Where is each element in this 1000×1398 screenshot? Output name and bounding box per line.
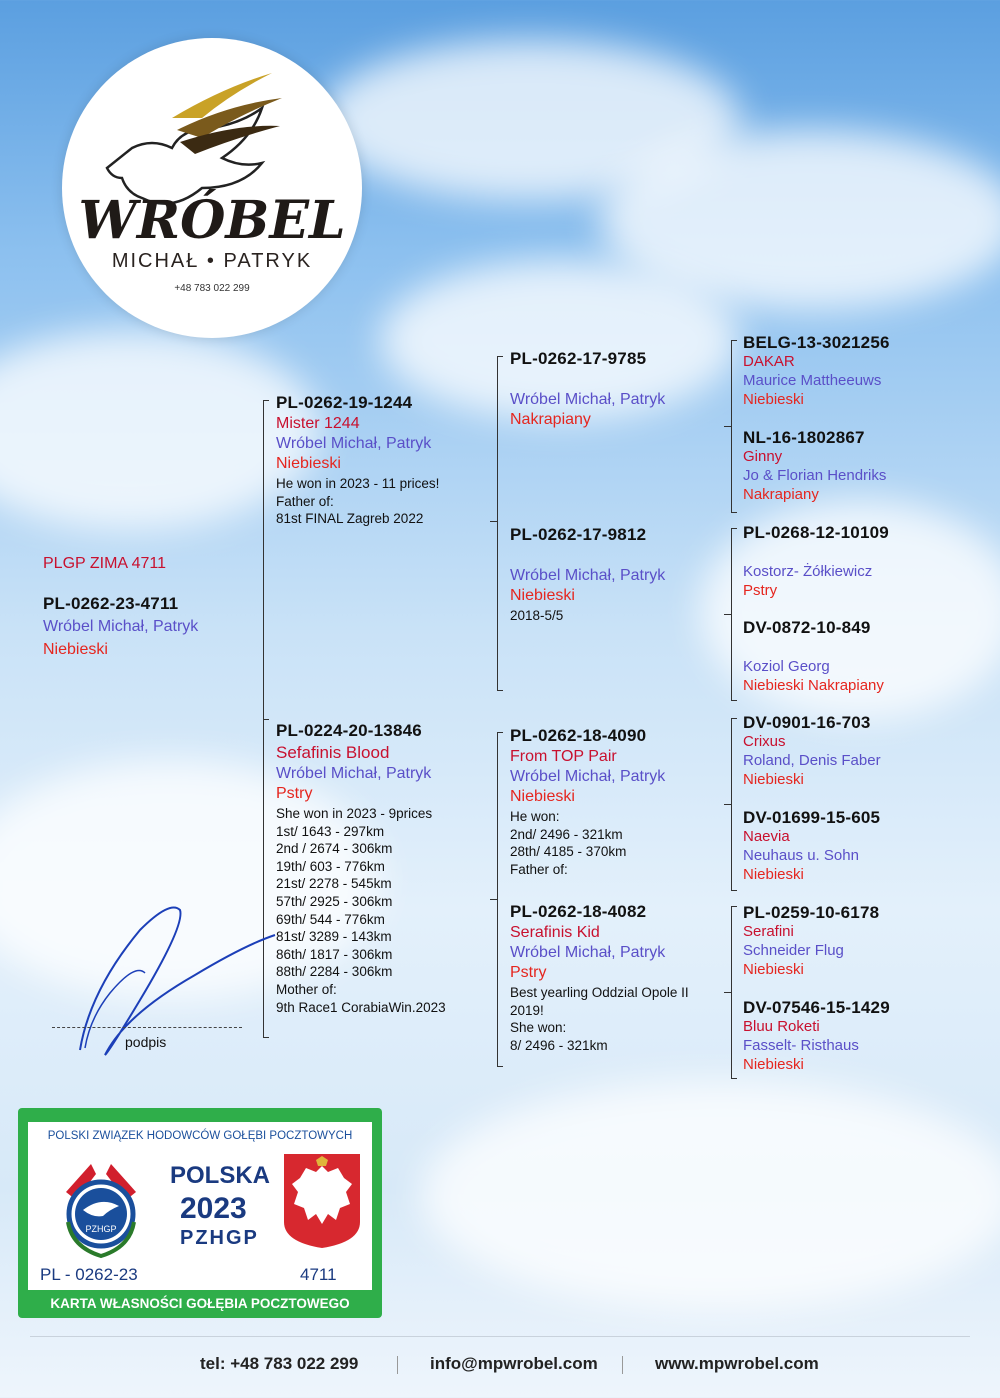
dam-note: 2nd / 2674 - 306km [276,841,393,857]
gp-color: Nakrapiany [510,411,591,428]
ggp-color: Nakrapiany [743,486,819,503]
sire-color: Niebieski [276,455,341,472]
card-club: PL - 0262-23 [40,1265,138,1284]
dam-note: 69th/ 544 - 776km [276,911,385,927]
gp-color: Niebieski [510,587,575,604]
footer-separator [397,1356,398,1374]
ggp-block [743,333,890,408]
ggp-name: Bluu Roketi [743,1018,820,1035]
footer-phone: tel: +48 783 022 299 [200,1354,359,1373]
dam-color: Pstry [276,785,313,802]
card-year: 2023 [180,1192,247,1225]
ownership-card [18,1108,382,1318]
ggp-ring: DV-01699-15-605 [743,808,881,827]
gp-block [510,726,665,878]
ggp-color: Niebieski [743,1056,804,1073]
gp-color: Niebieski [510,788,575,805]
ggp-owner: Neuhaus u. Sohn [743,847,859,864]
gp-name: From TOP Pair [510,748,617,765]
dam-note: 9th Race1 CorabiaWin.2023 [276,999,446,1015]
ggp-ring: BELG-13-3021256 [743,333,890,352]
gp-note: Father of: [510,861,568,877]
svg-text:PZHGP: PZHGP [85,1224,117,1234]
gp-ring: PL-0262-17-9785 [510,349,647,368]
dam-note: Mother of: [276,981,337,997]
gp-ring: PL-0262-18-4082 [510,902,647,921]
ggp-owner: Kostorz- Żółkiewicz [743,563,873,580]
sire-owner: Wróbel Michał, Patryk [276,435,432,452]
ggp-owner: Schneider Flug [743,942,844,959]
subject-code: PLGP ZIMA 4711 [43,555,167,572]
card-org: POLSKI ZWIĄZEK HODOWCÓW GOŁĘBI POCZTOWYCH [47,1130,353,1142]
ggp-block [743,428,886,503]
sire-name: Mister 1244 [276,415,360,432]
ggp-color: Pstry [743,582,778,599]
gp-owner: Wróbel Michał, Patryk [510,391,666,408]
gp-note: 2nd/ 2496 - 321km [510,826,623,842]
sire-note: 81st FINAL Zagreb 2022 [276,511,424,527]
brand-logo [62,38,362,338]
ggp-color: Niebieski [743,866,804,883]
footer-separator [622,1356,623,1374]
signature-scribble [60,900,280,1070]
brand-phone: +48 783 022 299 [174,283,250,294]
subject-owner: Wróbel Michał, Patryk [43,618,199,635]
ggp-color: Niebieski [743,961,804,978]
ggp-owner: Roland, Denis Faber [743,752,881,769]
signature-line [52,1027,242,1028]
gp-owner: Wróbel Michał, Patryk [510,768,666,785]
footer-divider [30,1336,970,1337]
ggp-owner: Maurice Mattheeuws [743,372,882,389]
gp-name: Serafinis Kid [510,924,600,941]
sire-block [276,393,439,528]
ggp-ring: PL-0268-12-10109 [743,523,889,542]
ggp-name: Serafini [743,923,794,940]
ggp-block [743,998,890,1073]
subject-ring: PL-0262-23-4711 [43,594,179,613]
footer-website[interactable]: www.mpwrobel.com [655,1354,819,1373]
ggp-block [743,713,881,788]
gp-note: 8/ 2496 - 321km [510,1037,608,1053]
gp-note: 28th/ 4185 - 370km [510,844,627,860]
ggp-color: Niebieski [743,391,804,408]
gp-owner: Wróbel Michał, Patryk [510,567,666,584]
sire-ring: PL-0262-19-1244 [276,393,413,412]
gp-note: 2018-5/5 [510,608,564,623]
gp-owner: Wróbel Michał, Patryk [510,944,666,961]
brand-subtitle: MICHAŁ • PATRYK [111,250,313,272]
sire-note: Father of: [276,493,334,509]
brand-name: WRÓBEL [78,190,346,251]
ggp-color: Niebieski [743,771,804,788]
dam-note: 81st/ 3289 - 143km [276,929,392,945]
ggp-block [743,903,879,978]
dam-note: 21st/ 2278 - 545km [276,876,392,892]
gp-block [510,349,665,429]
bracket-sire-parents [497,356,498,690]
subject-color: Niebieski [43,641,108,658]
sire-note: He won in 2023 - 11 prices! [276,476,440,491]
ggp-ring: DV-07546-15-1429 [743,998,890,1017]
dam-note: 88th/ 2284 - 306km [276,964,393,980]
card-abbr: PZHGP [180,1227,259,1249]
ggp-color: Niebieski Nakrapiany [743,677,884,694]
polish-eagle-emblem-icon [282,1152,362,1250]
pzhgp-emblem-icon [46,1152,156,1262]
gp-block [510,902,689,1054]
ggp-ring: NL-16-1802867 [743,428,865,447]
dam-owner: Wróbel Michał, Patryk [276,765,432,782]
dam-note: 19th/ 603 - 776km [276,858,385,874]
ggp-name: Naevia [743,828,790,845]
ggp-owner: Jo & Florian Hendriks [743,467,887,484]
ggp-block [743,523,889,599]
ggp-name: Crixus [743,733,786,750]
ggp-block [743,618,884,694]
gp-note: 2019! [510,1002,544,1018]
gp-color: Pstry [510,964,547,981]
dam-note: 57th/ 2925 - 306km [276,893,393,909]
dam-name: Sefafinis Blood [276,743,390,762]
gp-note: Best yearling Oddzial Opole II [510,985,689,1000]
gp-ring: PL-0262-17-9812 [510,525,647,544]
ggp-owner: Fasselt- Risthaus [743,1037,859,1054]
gp-block [510,525,665,625]
card-country: POLSKA [170,1162,271,1189]
ggp-block [743,808,880,883]
gp-note: He won: [510,809,560,824]
dam-note: 86th/ 1817 - 306km [276,946,393,962]
ggp-name: DAKAR [743,353,795,370]
footer-email[interactable]: info@mpwrobel.com [430,1354,598,1373]
ggp-owner: Koziol Georg [743,658,830,675]
ggp-ring: PL-0259-10-6178 [743,903,880,922]
gp-note: She won: [510,1020,567,1036]
card-footer: KARTA WŁASNOŚCI GOŁĘBIA POCZTOWEGO [50,1296,350,1311]
dam-note: 1st/ 1643 - 297km [276,823,385,839]
signature-label: podpis [125,1034,167,1050]
ggp-name: Ginny [743,448,783,465]
ggp-ring: DV-0872-10-849 [743,618,871,637]
dam-ring: PL-0224-20-13846 [276,721,422,740]
ggp-ring: DV-0901-16-703 [743,713,871,732]
card-number: 4711 [300,1265,337,1284]
dam-block [276,721,446,1016]
dam-note: She won in 2023 - 9prices [276,806,433,821]
gp-ring: PL-0262-18-4090 [510,726,647,745]
